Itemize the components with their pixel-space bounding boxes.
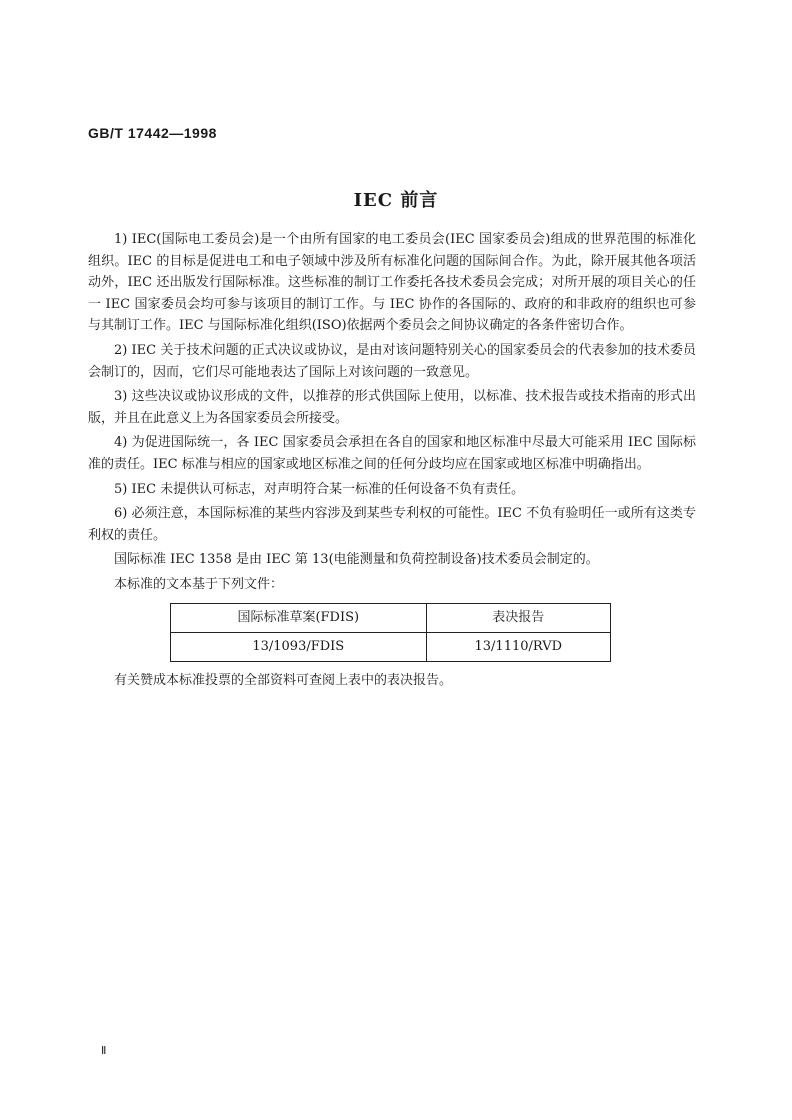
page-number: Ⅱ: [101, 1045, 107, 1057]
paragraph-committee: 国际标准 IEC 1358 是由 IEC 第 13(电能测量和负荷控制设备)技术委员会制定的。: [114, 552, 599, 568]
section-title: IEC 前言: [353, 190, 439, 211]
paragraph-1: 1) IEC(国际电工委员会)是一个由所有国家的电工委员会(IEC 国家委员会)组成的世界范围的标准化组织。IEC 的目标是促进电工和电子领域中涉及所有标准化问题的国际间合作。为此，除开展其他各项活动外，IEC 还出版发行国际标准。这些标准的制订工作委托各技术委员会完成；对所开展的项目关心的任一 IEC 国家委员会均可参与该项目的制订工作。与 IEC 协作的各国际的、政府的和非政府的组织也可参与其制订工作。IEC 与国际标准化组织(ISO)依据两个委员会之间协议确定的各条件密切合作。: [88, 232, 696, 334]
table-header-rvd: 表决报告: [426, 603, 610, 632]
table-cell-fdis: 13/1093/FDIS: [171, 632, 427, 661]
paragraph-3: 3) 这些决议或协议形成的文件，以推荐的形式供国际上使用，以标准、技术报告或技术指南的形式出版，并且在此意义上为各国家委员会所接受。: [88, 389, 696, 426]
table-header-fdis: 国际标准草案(FDIS): [171, 603, 427, 632]
paragraph-6: 6) 必须注意，本国际标准的某些内容涉及到某些专利权的可能性。IEC 不负有验明任一或所有这类专利权的责任。: [88, 506, 696, 543]
paragraph-documents-intro: 本标准的文本基于下列文件：: [114, 576, 284, 592]
documents-table: [170, 603, 611, 662]
paragraph-5: 5) IEC 未提供认可标志，对声明符合某一标准的任何设备不负有责任。: [114, 481, 525, 497]
foreword-body: [88, 229, 696, 691]
table-row: [171, 632, 611, 661]
table-cell-rvd: 13/1110/RVD: [426, 632, 610, 661]
paragraph-4: 4) 为促进国际统一，各 IEC 国家委员会承担在各自的国家和地区标准中尽最大可能采用 IEC 国际标准的责任。IEC 标准与相应的国家或地区标准之间的任何分歧均应在国家或地区标准中明确指出。: [88, 435, 696, 472]
document-code-header: GB/T 17442—1998: [88, 125, 217, 141]
closing-paragraph: 有关赞成本标准投票的全部资料可查阅上表中的表决报告。: [114, 672, 453, 688]
table-header-row: [171, 603, 611, 632]
paragraph-2: 2) IEC 关于技术问题的正式决议或协议，是由对该问题特别关心的国家委员会的代表参加的技术委员会制订的，因而，它们尽可能地表达了国际上对该问题的一致意见。: [88, 342, 696, 380]
